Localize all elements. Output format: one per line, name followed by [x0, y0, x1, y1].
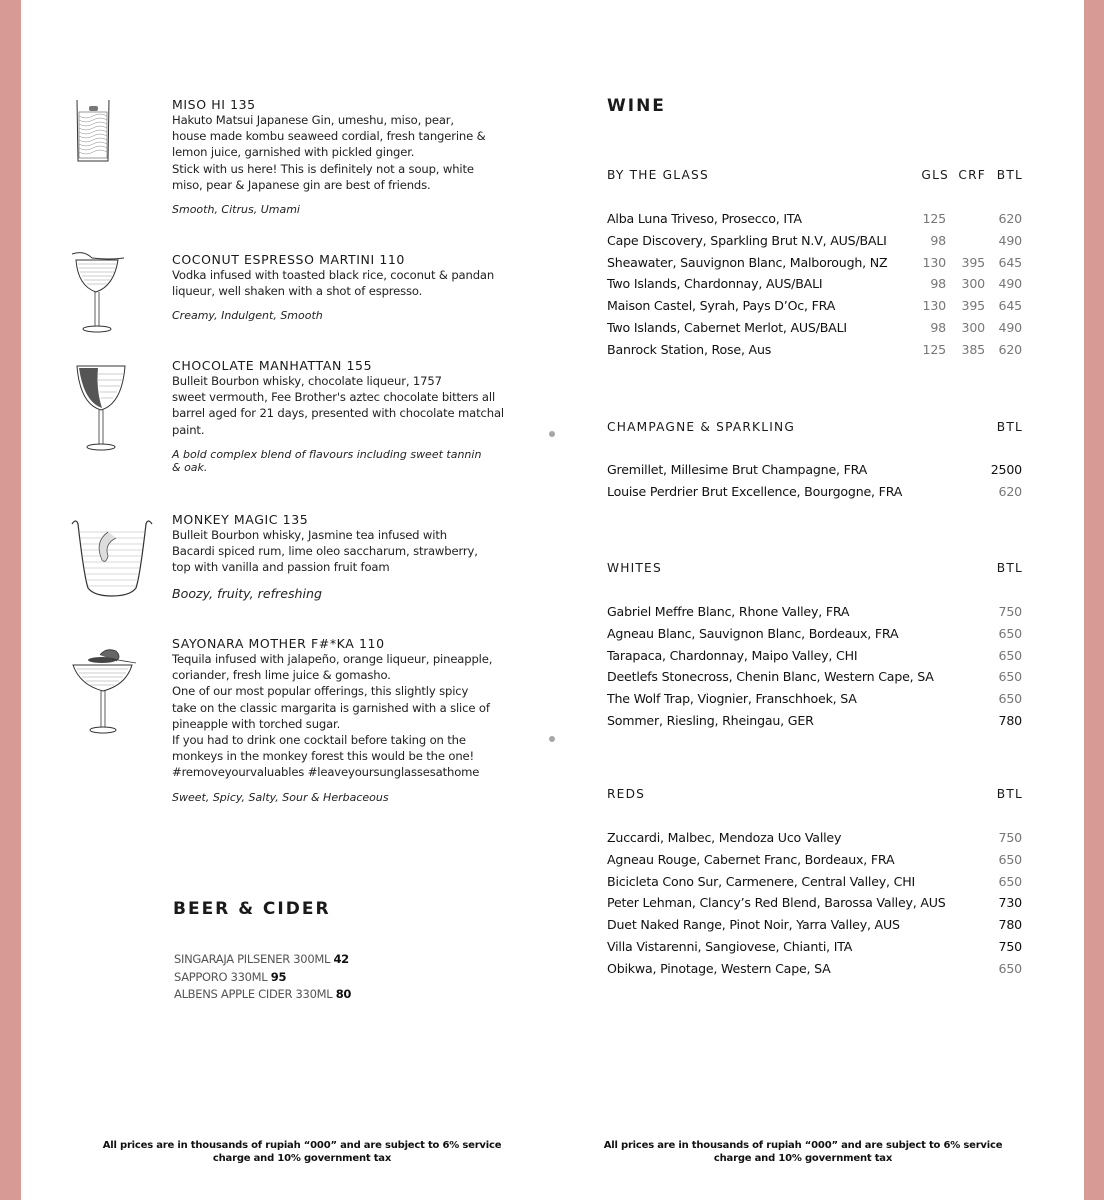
column-crf: CRF	[958, 168, 986, 182]
description-line: Bulleit Bourbon whisky, Jasmine tea infused with	[172, 528, 447, 542]
wine-name: Obikwa, Pinotage, Western Cape, SA	[607, 960, 831, 976]
wine-row	[607, 339, 1023, 361]
wine-row	[607, 958, 1023, 980]
price-btl: 730	[998, 895, 1022, 911]
divider-dot	[549, 736, 555, 742]
wine-heading: WINE	[607, 96, 666, 116]
wine-row	[607, 230, 1023, 252]
price-crf: 385	[961, 341, 985, 357]
wine-row	[607, 849, 1023, 871]
price-gls: 130	[922, 254, 946, 270]
tasting-notes: Smooth, Citrus, Umami	[172, 203, 300, 217]
footnote-left	[102, 1139, 502, 1165]
cocktail-description	[172, 373, 502, 438]
price-btl: 650	[998, 625, 1022, 641]
cocktail-title: SAYONARA MOTHER F#*KA 110	[172, 636, 385, 651]
column-gls: GLS	[921, 168, 949, 182]
wine-name: Banrock Station, Rose, Aus	[607, 341, 772, 357]
tasting-notes: Sweet, Spicy, Salty, Sour & Herbaceous	[172, 790, 389, 804]
wine-row	[607, 295, 1023, 317]
champagne-list	[607, 459, 1023, 503]
section-title: BY THE GLASS	[607, 168, 709, 182]
section-title: CHAMPAGNE & SPARKLING	[607, 420, 795, 434]
description-line: One of our most popular offerings, this slightly spicy	[172, 684, 469, 699]
wine-row	[607, 459, 1023, 481]
by-the-glass-list	[607, 208, 1023, 361]
wine-row	[607, 710, 1023, 732]
description-line: Vodka infused with toasted black rice, coconut & pandan	[172, 268, 495, 282]
wine-row	[607, 666, 1023, 688]
description-line: Bacardi spiced rum, lime oleo saccharum, strawberry,	[172, 544, 478, 559]
description-line: Hakuto Matsui Japanese Gin, umeshu, miso, pear,	[172, 113, 454, 127]
wine-row	[607, 623, 1023, 645]
price-gls: 125	[922, 211, 946, 226]
price-btl: 780	[998, 917, 1022, 933]
tasting-notes: Boozy, fruity, refreshing	[172, 585, 322, 601]
wine-name: Duet Naked Range, Pinot Noir, Yarra Valley, AUS	[607, 917, 900, 933]
wine-row	[607, 317, 1023, 339]
column-headers	[983, 420, 1023, 434]
wine-name: Deetlefs Stonecross, Chenin Blanc, Western Cape, SA	[607, 669, 934, 685]
price-btl: 620	[998, 341, 1022, 357]
price-btl: 645	[998, 254, 1022, 270]
reds-heading	[607, 787, 1023, 803]
price-gls: 98	[930, 319, 946, 335]
cocktail-item	[172, 358, 502, 474]
column-btl: BTL	[996, 168, 1023, 182]
wine-name: Villa Vistarenni, Sangiovese, Chianti, ITA	[607, 938, 853, 954]
price-btl: 645	[998, 298, 1022, 314]
wine-row	[607, 645, 1023, 667]
description-line: take on the classic margarita is garnished with a slice of	[172, 700, 490, 715]
wine-name: Two Islands, Cabernet Merlot, AUS/BALI	[607, 319, 847, 335]
price-crf: 395	[961, 298, 985, 314]
column-headers	[983, 561, 1023, 575]
wine-name: Bicicleta Cono Sur, Carmenere, Central Valley, CHI	[607, 873, 916, 889]
wine-name: Sheawater, Sauvignon Blanc, Malborough, NZ	[607, 254, 888, 270]
whites-list	[607, 601, 1023, 732]
description-line: Tequila infused with jalapeño, orange liqueur, pineapple,	[172, 652, 493, 666]
wine-row	[607, 892, 1023, 914]
wine-row	[607, 273, 1023, 295]
cocktail-item	[172, 97, 502, 216]
footnote-line: All prices are in thousands of rupiah “000” and are subject to 6% service	[102, 1140, 502, 1151]
wine-name: Tarapaca, Chardonnay, Maipo Valley, CHI	[607, 647, 858, 663]
price-btl: 490	[998, 232, 1022, 248]
cocktail-description	[172, 651, 502, 781]
section-title: REDS	[607, 787, 646, 801]
description-line: If you had to drink one cocktail before taking on the	[172, 733, 466, 748]
beer-name: ALBENS APPLE CIDER 330ML	[174, 987, 333, 1001]
wine-name: Alba Luna Triveso, Prosecco, ITA	[607, 211, 802, 226]
footnote-right	[603, 1139, 1003, 1165]
wine-row	[607, 871, 1023, 893]
wine-name: Two Islands, Chardonnay, AUS/BALI	[607, 276, 823, 292]
cocktail-title: COCONUT ESPRESSO MARTINI 110	[172, 252, 405, 267]
wine-name: Peter Lehman, Clancy’s Red Blend, Barossa Valley, AUS	[607, 895, 946, 911]
description-line: miso, pear & Japanese gin are best of friends.	[172, 177, 431, 192]
column-btl: BTL	[996, 787, 1023, 801]
cocktail-title: CHOCOLATE MANHATTAN 155	[172, 358, 373, 373]
notes-line: & oak.	[172, 460, 208, 474]
whites-heading	[607, 561, 1023, 577]
price-gls: 125	[922, 341, 946, 357]
wine-row	[607, 601, 1023, 623]
description-line: top with vanilla and passion fruit foam	[172, 560, 390, 575]
beer-item	[174, 986, 351, 1004]
wine-name: Cape Discovery, Sparkling Brut N.V, AUS/BALI	[607, 232, 887, 248]
price-btl: 620	[998, 211, 1022, 226]
description-line: house made kombu seaweed cordial, fresh tangerine &	[172, 129, 486, 144]
reds-list	[607, 827, 1023, 980]
wine-row	[607, 252, 1023, 274]
cocktail-description	[172, 267, 502, 299]
price-crf: 395	[961, 254, 985, 270]
price-btl: 2500	[990, 462, 1022, 477]
wine-row	[607, 936, 1023, 958]
description-line: lemon juice, garnished with pickled ginger.	[172, 145, 415, 160]
beer-name: SINGARAJA PILSENER 300ML	[174, 952, 331, 966]
cocktail-item	[172, 512, 502, 600]
column-headers	[917, 168, 1023, 182]
beer-cider-heading: BEER & CIDER	[173, 899, 331, 919]
divider-dot	[549, 431, 555, 437]
beer-price: 95	[270, 969, 287, 984]
margarita-glass-icon	[72, 645, 142, 735]
price-btl: 490	[998, 319, 1022, 335]
wine-name: The Wolf Trap, Viognier, Franschhoek, SA	[607, 691, 857, 707]
beer-item	[174, 969, 351, 987]
description-line: paint.	[172, 422, 205, 437]
by-the-glass-heading	[607, 168, 1023, 184]
column-btl: BTL	[996, 420, 1023, 434]
price-btl: 650	[998, 647, 1022, 663]
tumbler-glass-icon	[70, 516, 154, 598]
wine-name: Agneau Rouge, Cabernet Franc, Bordeaux, FRA	[607, 851, 895, 867]
description-line: Stick with us here! This is definitely not a soup, white	[172, 161, 474, 176]
price-btl: 650	[998, 873, 1022, 889]
price-btl: 490	[998, 276, 1022, 292]
rocks-glass-icon	[76, 98, 110, 164]
wine-name: Gabriel Meffre Blanc, Rhone Valley, FRA	[607, 604, 850, 619]
description-line: #removeyourvaluables #leaveyoursunglassesathome	[172, 765, 480, 780]
price-btl: 650	[998, 851, 1022, 867]
description-line: barrel aged for 21 days, presented with chocolate matchal	[172, 406, 504, 421]
price-crf: 300	[961, 319, 985, 335]
beer-price: 80	[335, 987, 352, 1001]
nick-and-nora-glass-icon	[76, 362, 126, 452]
cocktail-title: MISO HI 135	[172, 97, 256, 112]
description-line: liqueur, well shaken with a shot of espresso.	[172, 284, 423, 299]
description-line: Bulleit Bourbon whisky, chocolate liqueur, 1757	[172, 374, 442, 388]
price-gls: 130	[922, 298, 946, 314]
price-btl: 750	[998, 938, 1022, 954]
description-line: coriander, fresh lime juice & gomasho.	[172, 668, 391, 683]
section-title: WHITES	[607, 561, 662, 575]
column-btl: BTL	[996, 561, 1023, 575]
description-line: monkeys in the monkey forest this would be the one!	[172, 749, 475, 764]
price-btl: 620	[998, 483, 1022, 499]
beer-list	[174, 951, 351, 1004]
footnote-line: All prices are in thousands of rupiah “000” and are subject to 6% service	[603, 1140, 1003, 1151]
description-line: pineapple with torched sugar.	[172, 716, 341, 731]
price-btl: 650	[998, 691, 1022, 707]
notes-line: A bold complex blend of flavours including sweet tannin	[172, 447, 482, 461]
price-btl: 780	[998, 712, 1022, 728]
footnote-line: charge and 10% government tax	[212, 1153, 392, 1164]
column-headers	[983, 787, 1023, 801]
wine-name: Zuccardi, Malbec, Mendoza Uco Valley	[607, 830, 842, 845]
champagne-heading	[607, 420, 1023, 436]
cocktail-item	[172, 636, 502, 804]
price-btl: 650	[998, 669, 1022, 685]
price-crf: 300	[961, 276, 985, 292]
wine-row	[607, 914, 1023, 936]
wine-name: Louise Perdrier Brut Excellence, Bourgogne, FRA	[607, 483, 903, 499]
wine-name: Maison Castel, Syrah, Pays D’Oc, FRA	[607, 298, 836, 314]
beer-price: 42	[333, 952, 349, 966]
price-btl: 750	[998, 604, 1022, 619]
wine-row	[607, 208, 1023, 230]
price-btl: 650	[998, 960, 1022, 976]
wine-name: Gremillet, Millesime Brut Champagne, FRA	[607, 462, 868, 477]
cocktail-description	[172, 112, 502, 193]
price-gls: 98	[930, 276, 946, 292]
wine-row	[607, 688, 1023, 710]
tasting-notes: Creamy, Indulgent, Smooth	[172, 309, 323, 323]
beer-item	[174, 951, 351, 969]
tasting-notes	[172, 448, 502, 474]
wine-name: Sommer, Riesling, Rheingau, GER	[607, 712, 814, 728]
coupe-glass-icon	[70, 250, 126, 334]
price-btl: 750	[998, 830, 1022, 845]
cocktail-item	[172, 252, 502, 322]
wine-name: Agneau Blanc, Sauvignon Blanc, Bordeaux, FRA	[607, 625, 899, 641]
beer-name: SAPPORO 330ML	[174, 969, 268, 984]
description-line: sweet vermouth, Fee Brother's aztec chocolate bitters all	[172, 390, 496, 405]
wine-row	[607, 827, 1023, 849]
price-gls: 98	[930, 232, 946, 248]
wine-row	[607, 481, 1023, 503]
cocktail-description	[172, 527, 502, 576]
footnote-line: charge and 10% government tax	[713, 1153, 893, 1164]
cocktail-title: MONKEY MAGIC 135	[172, 512, 309, 527]
